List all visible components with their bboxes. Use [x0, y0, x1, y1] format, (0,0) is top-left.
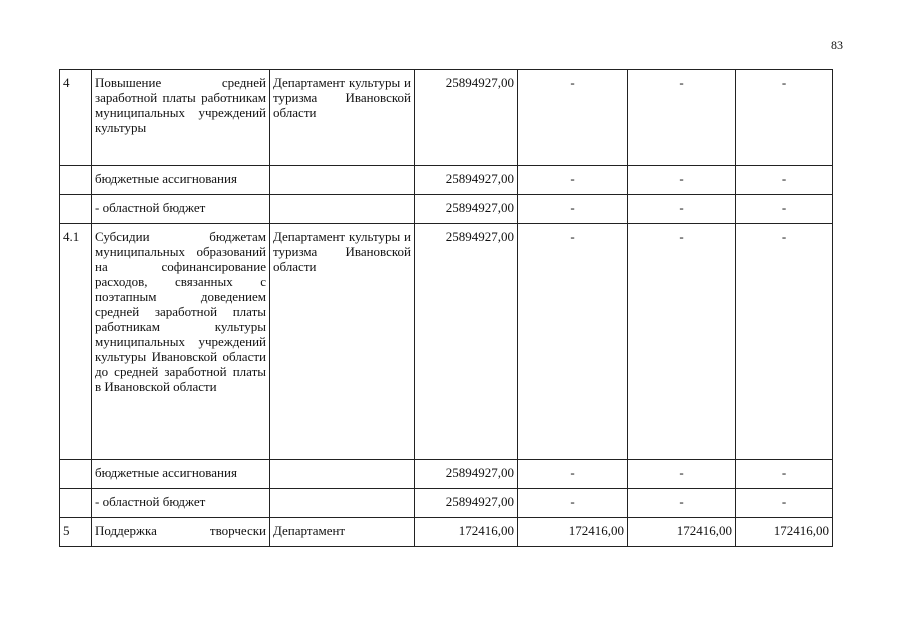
table-row: [60, 224, 833, 460]
value-cell: -: [518, 70, 628, 166]
row-department: [270, 489, 415, 518]
value-cell: -: [736, 70, 833, 166]
value-cell: 25894927,00: [415, 70, 518, 166]
value-cell: -: [736, 460, 833, 489]
value-cell: 172416,00: [415, 518, 518, 547]
row-number: [60, 195, 92, 224]
value-cell: -: [628, 489, 736, 518]
row-name: бюджетные ассигнования: [92, 460, 270, 489]
value-cell: 172416,00: [518, 518, 628, 547]
row-number: [60, 489, 92, 518]
row-department: Департамент культуры и туризма Ивановской области: [270, 224, 415, 460]
value-cell: -: [736, 166, 833, 195]
row-name: - областной бюджет: [92, 195, 270, 224]
value-cell: -: [518, 195, 628, 224]
value-cell: -: [628, 70, 736, 166]
value-cell: 25894927,00: [415, 489, 518, 518]
row-name: Повышение средней заработной платы работникам муниципальных учреждений культуры: [92, 70, 270, 166]
row-name: бюджетные ассигнования: [92, 166, 270, 195]
row-department: [270, 195, 415, 224]
value-cell: -: [518, 166, 628, 195]
value-cell: -: [628, 224, 736, 460]
row-number: [60, 460, 92, 489]
value-cell: -: [628, 460, 736, 489]
value-cell: 25894927,00: [415, 166, 518, 195]
table-row: [60, 166, 833, 195]
value-cell: -: [736, 489, 833, 518]
table-row: [60, 195, 833, 224]
row-name: Субсидии бюджетам муниципальных образований на софинансирование расходов, связанных с поэтапным доведением средней заработной платы работникам культуры муниципальных учреждений культуры Ивановской области до средней заработной платы в Ивановской области: [92, 224, 270, 460]
value-cell: -: [628, 195, 736, 224]
table-row: [60, 70, 833, 166]
value-cell: -: [628, 166, 736, 195]
value-cell: -: [736, 224, 833, 460]
value-cell: -: [736, 195, 833, 224]
value-cell: 25894927,00: [415, 460, 518, 489]
table-row: [60, 460, 833, 489]
row-number: 4: [60, 70, 92, 166]
row-name: - областной бюджет: [92, 489, 270, 518]
budget-table: [59, 69, 833, 547]
row-department: [270, 166, 415, 195]
row-name: Поддержка творчески: [92, 518, 270, 547]
page-number: 83: [831, 38, 843, 52]
value-cell: -: [518, 460, 628, 489]
row-number: 5: [60, 518, 92, 547]
row-number: [60, 166, 92, 195]
row-number: 4.1: [60, 224, 92, 460]
value-cell: 172416,00: [736, 518, 833, 547]
value-cell: 25894927,00: [415, 224, 518, 460]
row-department: Департамент: [270, 518, 415, 547]
table-row: [60, 489, 833, 518]
row-department: [270, 460, 415, 489]
row-department: Департамент культуры и туризма Ивановской области: [270, 70, 415, 166]
table-row: [60, 518, 833, 547]
value-cell: 172416,00: [628, 518, 736, 547]
value-cell: -: [518, 489, 628, 518]
value-cell: 25894927,00: [415, 195, 518, 224]
value-cell: -: [518, 224, 628, 460]
